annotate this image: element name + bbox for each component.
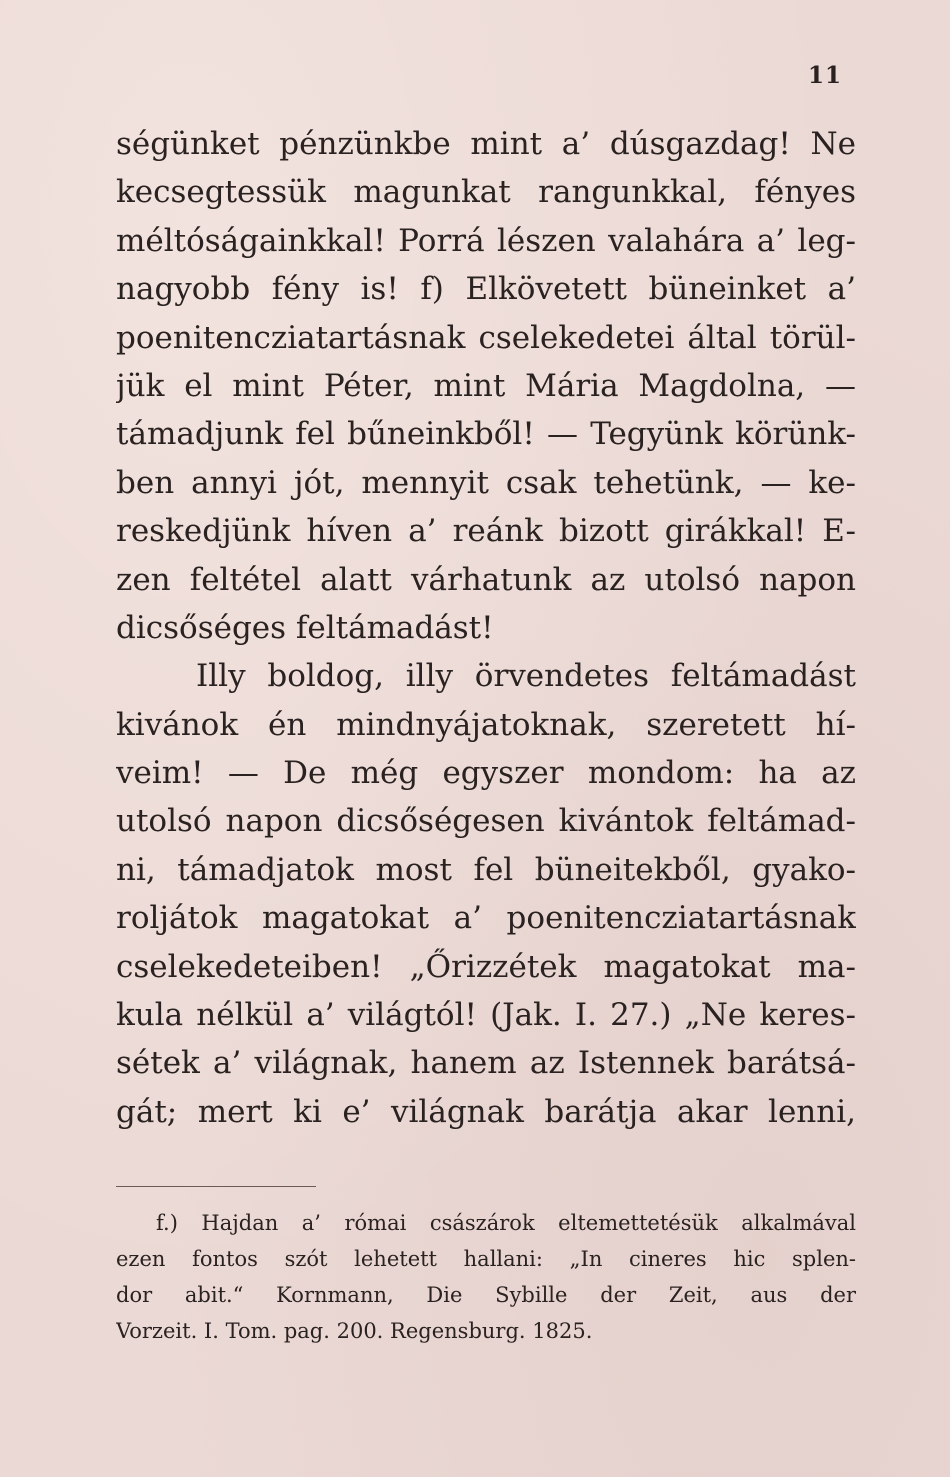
body-line: kecsegtessük magunkat rangunkkal, fényes bbox=[116, 174, 856, 211]
body-line: ni, támadjatok most fel büneitekből, gyako- bbox=[116, 851, 856, 888]
body-line: ben annyi jót, mennyit csak tehetünk, — ke- bbox=[116, 464, 856, 501]
body-line: utolsó napon dicsőségesen kivántok feltámad- bbox=[116, 803, 856, 840]
body-line: reskedjünk híven a’ reánk bizott girákkal! E- bbox=[116, 513, 856, 550]
body-line: poenitencziatartásnak cselekedetei által törül- bbox=[116, 319, 856, 356]
body-line: cselekedeteiben! „Őrizzétek magatokat ma- bbox=[116, 948, 856, 985]
body-line: gát; mert ki e’ világnak barátja akar lenni, bbox=[116, 1093, 856, 1130]
footnote-line: Vorzeit. I. Tom. pag. 200. Regensburg. 1825. bbox=[116, 1319, 593, 1343]
body-line: zen feltétel alatt várhatunk az utolsó napon bbox=[116, 561, 856, 598]
body-line: roljátok magatokat a’ poenitencziatartásnak bbox=[116, 900, 856, 937]
footnote-line: f.) Hajdan a’ római császárok eltemettetésük alkalmával bbox=[156, 1211, 856, 1235]
body-line: dicsőséges feltámadást! bbox=[116, 609, 494, 646]
body-line: kula nélkül a’ világtól! (Jak. I. 27.) „Ne keres- bbox=[116, 997, 856, 1034]
body-line: méltóságainkkal! Porrá lészen valahára a’ leg- bbox=[116, 222, 856, 259]
body-line: támadjunk fel bűneinkből! — Tegyünk körünk- bbox=[116, 416, 856, 453]
footnote-block bbox=[116, 1205, 856, 1349]
paragraph-start-line: Illy boldog, illy örvendetes feltámadást bbox=[196, 658, 856, 695]
body-line: veim! — De még egyszer mondom: ha az bbox=[116, 755, 856, 792]
body-line: sétek a’ világnak, hanem az Istennek barátsá- bbox=[116, 1045, 856, 1082]
body-line: nagyobb fény is! f) Elkövetett büneinket a’ bbox=[116, 271, 856, 308]
footnote-line: ezen fontos szót lehetett hallani: „In cineres hic splen- bbox=[116, 1247, 856, 1271]
page-number: 11 bbox=[808, 62, 843, 89]
footnote-separator bbox=[116, 1186, 316, 1187]
body-line: jük el mint Péter, mint Mária Magdolna, — bbox=[116, 367, 856, 404]
body-line: kivánok én mindnyájatoknak, szeretett hí- bbox=[116, 706, 856, 743]
body-line: ségünket pénzünkbe mint a’ dúsgazdag! Ne bbox=[116, 126, 856, 162]
footnote-line: dor abit.“ Kornmann, Die Sybille der Zeit, aus der bbox=[116, 1283, 856, 1307]
body-text bbox=[116, 120, 856, 1136]
